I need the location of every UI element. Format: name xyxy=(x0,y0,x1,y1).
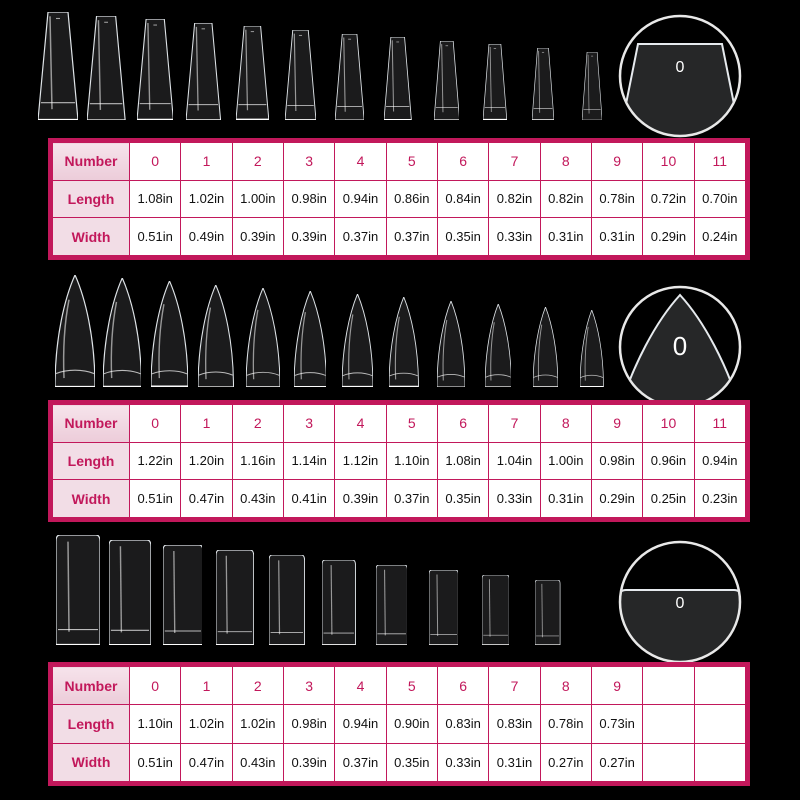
coffin-nail-tip xyxy=(582,52,602,120)
row-header: Width xyxy=(53,743,130,781)
table-cell: 1.08in xyxy=(437,442,488,480)
table-cell: 1.02in xyxy=(232,705,283,743)
table-cell: 0 xyxy=(130,667,181,705)
stiletto-nail-tip xyxy=(246,288,280,387)
table-cell: 1.10in xyxy=(386,442,437,480)
square-nail-tip xyxy=(429,570,458,645)
table-cell: 1.16in xyxy=(232,442,283,480)
row-header: Length xyxy=(53,705,130,743)
zoom-size-number: 0 xyxy=(675,595,685,612)
table-cell: 5 xyxy=(386,405,437,443)
table-cell: 1.10in xyxy=(130,705,181,743)
table-cell: 0.31in xyxy=(489,743,540,781)
coffin-nail-tip xyxy=(285,30,316,120)
zoom-size-number: 0 xyxy=(675,59,685,76)
table-cell: 6 xyxy=(437,667,488,705)
coffin-nail-tip xyxy=(532,48,554,120)
table-cell: 0.35in xyxy=(437,480,488,518)
table-cell: 0.31in xyxy=(540,218,591,256)
square-nail-tip xyxy=(376,565,407,645)
row-header: Width xyxy=(53,218,130,256)
table-cell: 1.00in xyxy=(540,442,591,480)
table-cell: 0.31in xyxy=(591,218,642,256)
table-cell: 0.78in xyxy=(591,180,642,218)
table-row xyxy=(53,667,746,705)
table-cell: 1.20in xyxy=(181,442,232,480)
table-cell: 8 xyxy=(540,143,591,181)
square-nail-tip xyxy=(482,575,509,645)
square-nail-tip xyxy=(322,560,356,645)
stiletto-nail-tip xyxy=(342,294,373,387)
table-cell: 4 xyxy=(335,405,386,443)
table-cell: 0.70in xyxy=(694,180,745,218)
table-cell: 0.73in xyxy=(591,705,642,743)
table-cell: 7 xyxy=(489,143,540,181)
table-cell: 8 xyxy=(540,405,591,443)
table-cell: 0.31in xyxy=(540,480,591,518)
table-cell: 3 xyxy=(283,667,334,705)
table-cell: 0.33in xyxy=(489,218,540,256)
size-table xyxy=(52,666,746,782)
row-header: Width xyxy=(53,480,130,518)
table-cell: 0.98in xyxy=(283,705,334,743)
table-cell: 0.33in xyxy=(489,480,540,518)
stiletto-nail-tip xyxy=(533,307,558,387)
table-cell: 4 xyxy=(335,667,386,705)
row-header: Number xyxy=(53,405,130,443)
coffin-nail-tip xyxy=(38,12,78,120)
square-nail-tip xyxy=(163,545,203,645)
table-cell: 1 xyxy=(181,667,232,705)
table-cell: 0.29in xyxy=(643,218,694,256)
table-cell: 4 xyxy=(335,143,386,181)
table-cell: 0.82in xyxy=(489,180,540,218)
table-row xyxy=(53,743,746,781)
table-row xyxy=(53,218,746,256)
table-cell: 0.39in xyxy=(283,743,334,781)
table-cell: 1.00in xyxy=(232,180,283,218)
table-cell: 0.84in xyxy=(437,180,488,218)
stiletto-nail-tip xyxy=(198,285,234,387)
stiletto-nail-tip xyxy=(580,310,604,387)
stiletto-nail-tip xyxy=(103,278,142,387)
table-row xyxy=(53,442,746,480)
table-row xyxy=(53,180,746,218)
table-cell: 6 xyxy=(437,405,488,443)
table-cell: 1.08in xyxy=(130,180,181,218)
table-cell: 0.33in xyxy=(437,743,488,781)
table-cell: 1 xyxy=(181,143,232,181)
table-cell: 1.14in xyxy=(283,442,334,480)
table-cell: 0.23in xyxy=(694,480,745,518)
square-nail-tip xyxy=(56,535,100,645)
table-cell: 3 xyxy=(283,405,334,443)
table-cell: 7 xyxy=(489,405,540,443)
table-cell: 0.78in xyxy=(540,705,591,743)
row-header: Number xyxy=(53,667,130,705)
coffin-nail-tip xyxy=(434,41,460,120)
square-nail-tip xyxy=(269,555,305,645)
stiletto-zoom-circle xyxy=(618,285,742,409)
table-cell: 1.02in xyxy=(181,180,232,218)
table-cell: 1.04in xyxy=(489,442,540,480)
square-size-table xyxy=(48,662,750,786)
table-cell: 0.35in xyxy=(386,743,437,781)
table-cell: 3 xyxy=(283,143,334,181)
table-row xyxy=(53,143,746,181)
table-cell: 0.51in xyxy=(130,743,181,781)
table-cell: 0.51in xyxy=(130,480,181,518)
table-cell: 0.39in xyxy=(232,218,283,256)
table-cell: 0.43in xyxy=(232,480,283,518)
table-cell: 2 xyxy=(232,667,283,705)
table-cell: 0.82in xyxy=(540,180,591,218)
coffin-nail-tip xyxy=(87,16,125,120)
square-nail-tip xyxy=(216,550,254,645)
table-cell: 0.98in xyxy=(591,442,642,480)
table-cell: 0.27in xyxy=(540,743,591,781)
table-cell: 0 xyxy=(130,405,181,443)
table-cell xyxy=(694,667,745,705)
table-cell: 0.35in xyxy=(437,218,488,256)
table-cell: 0.94in xyxy=(694,442,745,480)
table-cell: 0.24in xyxy=(694,218,745,256)
table-cell: 0.41in xyxy=(283,480,334,518)
coffin-nail-tip xyxy=(384,37,411,120)
table-cell: 9 xyxy=(591,667,642,705)
stiletto-nail-tip xyxy=(485,304,512,387)
table-cell: 2 xyxy=(232,143,283,181)
zoom-size-number: 0 xyxy=(672,331,688,361)
table-cell: 0.39in xyxy=(335,480,386,518)
size-table xyxy=(52,142,746,256)
table-row xyxy=(53,480,746,518)
table-cell: 8 xyxy=(540,667,591,705)
coffin-nail-tip xyxy=(186,23,221,120)
table-cell: 0.39in xyxy=(283,218,334,256)
table-cell: 10 xyxy=(643,405,694,443)
coffin-section xyxy=(0,0,800,260)
square-nail-tip xyxy=(109,540,151,645)
table-cell: 0.25in xyxy=(643,480,694,518)
coffin-nail-tip xyxy=(483,44,507,120)
coffin-size-table xyxy=(48,138,750,260)
table-cell: 0.94in xyxy=(335,180,386,218)
stiletto-nail-tip xyxy=(437,301,465,387)
table-cell: 0.51in xyxy=(130,218,181,256)
stiletto-nail-tip xyxy=(55,275,95,387)
table-cell: 0.96in xyxy=(643,442,694,480)
coffin-nail-tip xyxy=(137,19,173,120)
table-cell xyxy=(643,667,694,705)
coffin-nail-tip xyxy=(335,34,364,120)
table-cell: 0.49in xyxy=(181,218,232,256)
row-header: Number xyxy=(53,143,130,181)
table-cell: 0.47in xyxy=(181,480,232,518)
table-cell: 0.94in xyxy=(335,705,386,743)
table-cell: 6 xyxy=(437,143,488,181)
stiletto-nail-tip xyxy=(294,291,327,387)
table-cell: 0.37in xyxy=(335,218,386,256)
table-cell: 0.72in xyxy=(643,180,694,218)
table-cell: 0.83in xyxy=(437,705,488,743)
table-cell: 1.02in xyxy=(181,705,232,743)
table-cell: 1.12in xyxy=(335,442,386,480)
row-header: Length xyxy=(53,442,130,480)
table-cell xyxy=(643,743,694,781)
table-cell: 0.86in xyxy=(386,180,437,218)
stiletto-section xyxy=(0,265,800,525)
table-cell: 0.27in xyxy=(591,743,642,781)
table-cell: 0.83in xyxy=(489,705,540,743)
coffin-zoom-circle xyxy=(618,14,742,138)
table-cell xyxy=(694,743,745,781)
table-cell: 10 xyxy=(643,143,694,181)
square-section xyxy=(0,530,800,800)
table-cell: 0.43in xyxy=(232,743,283,781)
table-row xyxy=(53,405,746,443)
table-cell: 11 xyxy=(694,405,745,443)
table-cell: 0.37in xyxy=(386,480,437,518)
table-cell xyxy=(643,705,694,743)
table-cell: 1.22in xyxy=(130,442,181,480)
square-nail-tip xyxy=(535,580,560,645)
table-cell: 2 xyxy=(232,405,283,443)
table-cell: 9 xyxy=(591,405,642,443)
table-cell: 0.98in xyxy=(283,180,334,218)
size-table xyxy=(52,404,746,518)
table-cell: 1 xyxy=(181,405,232,443)
table-cell: 9 xyxy=(591,143,642,181)
table-cell: 0.47in xyxy=(181,743,232,781)
table-cell xyxy=(694,705,745,743)
table-cell: 5 xyxy=(386,143,437,181)
table-cell: 0.37in xyxy=(335,743,386,781)
stiletto-nail-tip xyxy=(151,281,188,387)
stiletto-size-table xyxy=(48,400,750,522)
coffin-nail-tip xyxy=(236,26,269,120)
table-cell: 0.29in xyxy=(591,480,642,518)
table-row xyxy=(53,705,746,743)
table-cell: 5 xyxy=(386,667,437,705)
table-cell: 0 xyxy=(130,143,181,181)
row-header: Length xyxy=(53,180,130,218)
stiletto-nail-tip xyxy=(389,297,419,387)
table-cell: 11 xyxy=(694,143,745,181)
table-cell: 7 xyxy=(489,667,540,705)
table-cell: 0.37in xyxy=(386,218,437,256)
table-cell: 0.90in xyxy=(386,705,437,743)
square-zoom-circle xyxy=(618,540,742,664)
